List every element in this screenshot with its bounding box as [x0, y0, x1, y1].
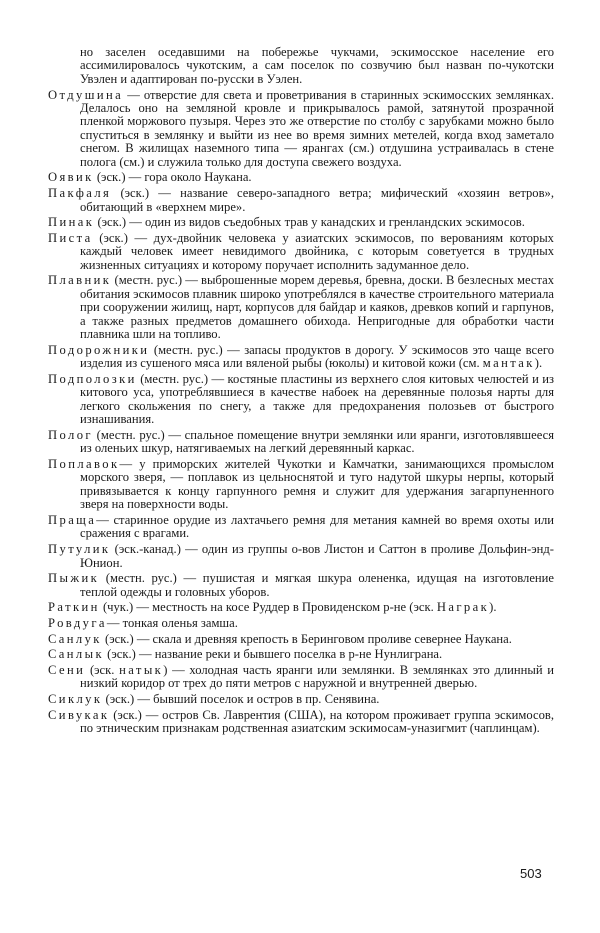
- cross-reference: натык: [119, 662, 164, 677]
- language-tag: (эск.): [113, 707, 142, 722]
- definition: — гора около Наукана.: [128, 170, 252, 185]
- entry-podpolozki: [48, 373, 554, 427]
- headword: Оявик: [48, 170, 94, 185]
- entry-rovduga: [48, 617, 554, 630]
- entry-polog: [48, 429, 554, 456]
- entry-poplavok: [48, 458, 554, 512]
- headword: Путулик: [48, 542, 111, 557]
- language-tag: (эск.-канад.): [114, 542, 181, 557]
- language-tag: (эск.): [120, 186, 150, 201]
- headword: Писта: [48, 230, 93, 245]
- entry-otdushina: [48, 89, 554, 170]
- definition: — у приморских жителей Чукотки и Камчатки, занимающихся промыслом морского зверя, — поплавок из цельноснятой и туго надутой шкуры нерпы, который привязывается к концу гарпунного ремня и служит для удержания загарпуненного зверя на поверхности воды.: [80, 457, 554, 512]
- entry-oyavik: [48, 171, 554, 184]
- headword: Подорожники: [48, 342, 150, 357]
- definition: — выброшенные морем деревья, бревна, доски. В безлесных местах обитания эскимосов плавник широко употреблялся в качестве строительного материала при сооружении жилищ, нарт, корпусов для байдар и каяков, древков копий и гарпунов, а также разных предметов домашнего обихода. Непригодные для обработки части плавника шли на топливо.: [80, 273, 554, 342]
- entry-ratkin: [48, 601, 554, 614]
- definition: — тонкая оленья замша.: [106, 615, 238, 630]
- language-tag: (эск.: [89, 662, 115, 677]
- headword: Праща: [48, 513, 97, 528]
- entry-prashcha: [48, 514, 554, 541]
- headword: Поплавок: [48, 457, 120, 472]
- definition: — название реки и бывшего поселка в р-не Нунлиграна.: [138, 647, 443, 662]
- definition: — холодная часть яранги или землянки. В землянках это длинный и низкий коридор от трех до пяти метров с наружной и внутренней дверью.: [80, 662, 555, 691]
- definition-tail: ).: [489, 600, 497, 615]
- definition-tail: ).: [534, 356, 543, 371]
- language-tag: (чук.): [102, 600, 134, 615]
- definition: — костяные пластины из верхнего слоя китовых челюстей и из китового уса, употреблявшиеся в качестве набоек на деревянные полозья нарты для легкого скольжения по снегу, а также для предохранения полозьев от быстрого изнашивания.: [80, 371, 555, 427]
- language-tag: (эск.): [96, 170, 126, 185]
- entry-seni: [48, 664, 554, 691]
- language-tag: (эск.): [105, 631, 134, 646]
- page-number: 503: [520, 866, 542, 881]
- definition: — дух-двойник человека у азиатских эскимосов, по верованиям которых каждый человек имеет невидимого двойника, с которым советуется в трудных жизненных ситуациях и которому поручает исполнить задуманное дело.: [80, 230, 554, 272]
- language-tag: (местн. рус.): [96, 427, 165, 442]
- definition: — запасы продуктов в дорогу. У эскимосов это чаще всего изделия из сушеного мяса или вяленой рыбы (юколы) и китовой кожи (см.: [80, 342, 554, 371]
- definition: — пушистая и мягкая шкура олененка, идущая на изготовление теплой одежды и головных уборов.: [80, 571, 554, 599]
- entry-sanluk: [48, 633, 554, 646]
- entry-podorozhniki: [48, 344, 554, 371]
- definition: — спальное помещение внутри землянки или яранги, изготовлявшееся из оленьих шкур, натягиваемых на легкий деревянный каркас.: [80, 427, 555, 456]
- language-tag: (местн. рус.): [140, 371, 209, 386]
- definition: — местность на косе Руддер в Провиденском р-не (эск.: [136, 600, 434, 615]
- headword: Отдушина: [48, 87, 124, 102]
- cross-reference: мантак: [482, 356, 535, 371]
- headword: Сивукак: [48, 707, 110, 722]
- language-tag: (местн. рус.): [105, 571, 177, 586]
- entry-putulik: [48, 543, 554, 570]
- headword: Ровдуга: [48, 615, 107, 630]
- dictionary-page: [48, 46, 554, 736]
- entry-sanlyk: [48, 648, 554, 661]
- cross-reference: Награк: [436, 600, 490, 615]
- headword: Сиклук: [48, 691, 103, 706]
- continuation-paragraph: но заселен оседавшими на побережье чукчами, эскимосское население его ассимилировалось чукотским, а сам поселок по созвучию был назван по-чукотски Увэлен и адаптирован по-русски в Уэлен.: [80, 45, 554, 86]
- language-tag-tail: ): [163, 662, 168, 677]
- language-tag: (местн. рус.): [114, 273, 183, 288]
- headword: Санлык: [48, 647, 104, 662]
- entry-sivukak: [48, 709, 554, 736]
- language-tag: (эск.): [99, 230, 128, 245]
- language-tag: (эск.): [107, 647, 136, 662]
- definition: — отверстие для света и проветривания в старинных эскимосских землянках. Делалось оно на земляной кровле и прикрывалось рамой, затянутой прозрачной пленкой моржового пузыря. Через это же отверстие по столбу с зарубками можно было спуститься в землянку и выйти из нее во время зимних метелей, когда вход заметало снегом. В жилищах наземного типа — ярангах (см.) отдушина устраивалась в стене полога (см.) и служила только для доступа свежего воздуха.: [80, 87, 554, 169]
- entry-pyzhik: [48, 572, 554, 599]
- entry-sikluk: [48, 693, 554, 706]
- language-tag: (эск.): [97, 215, 127, 230]
- definition: — старинное орудие из лахтачьего ремня для метания камней во время охоты или сражения с врагами.: [80, 513, 554, 541]
- language-tag: (местн. рус.): [153, 342, 223, 357]
- entry-pista: [48, 232, 554, 272]
- headword: Полог: [48, 427, 93, 442]
- headword: Плавник: [48, 273, 112, 288]
- definition: — остров Св. Лаврентия (США), на котором проживает группа эскимосов, по этническим признакам родственная азиатским эскимосам-уназигмит (чаплинцам).: [80, 707, 554, 736]
- headword: Сени: [48, 662, 86, 677]
- headword: Пинак: [48, 215, 95, 230]
- headword: Раткин: [48, 600, 100, 615]
- definition: — название северо-западного ветра; мифический «хозяин ветров», обитающий в «верхнем мире».: [80, 186, 554, 214]
- entry-pinak: [48, 216, 554, 229]
- headword: Пакфаля: [48, 186, 112, 201]
- entry-pakfalya: [48, 187, 554, 214]
- definition: — бывший поселок и остров в пр. Сенявина.: [137, 691, 380, 706]
- headword: Пыжик: [48, 571, 100, 586]
- definition: — скала и древняя крепость в Беринговом проливе севернее Наукана.: [136, 631, 512, 646]
- entry-plavnik: [48, 274, 554, 341]
- language-tag: (эск.): [105, 691, 135, 706]
- headword: Подполозки: [48, 371, 137, 386]
- definition: — один из видов съедобных трав у канадских и гренландских эскимосов.: [129, 215, 525, 230]
- headword: Санлук: [48, 631, 102, 646]
- definition: — один из группы о-вов Листон и Саттон в проливе Дольфин-энд-Юнион.: [80, 542, 554, 570]
